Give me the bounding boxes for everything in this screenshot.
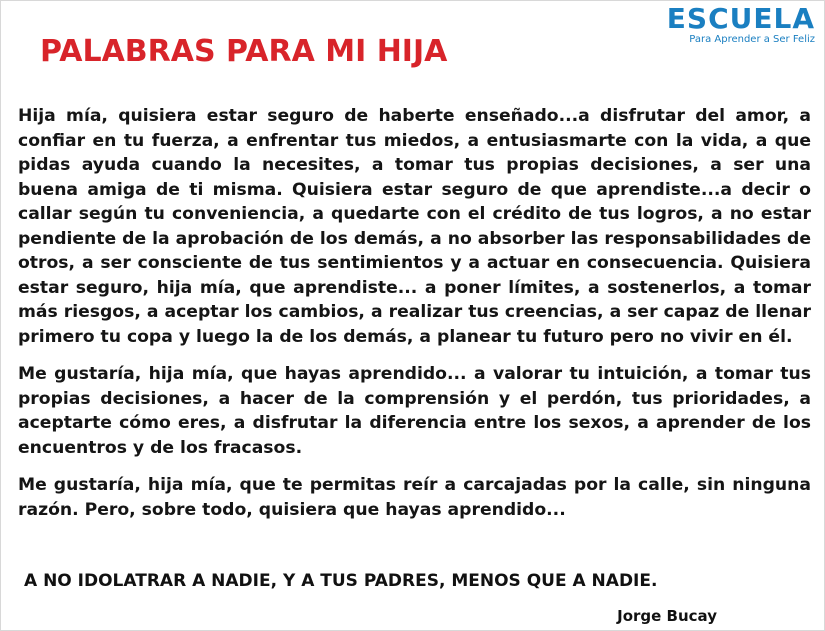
- logo-tagline: Para Aprender a Ser Feliz: [689, 34, 815, 45]
- body-text: [18, 104, 811, 535]
- escuela-logo: [667, 4, 815, 45]
- author-signature: Jorge Bucay: [617, 607, 717, 625]
- paragraph-1: Hija mía, quisiera estar seguro de haberte enseñado...a disfrutar del amor, a confiar en tu fuerza, a enfrentar tus miedos, a entusiasmarte con la vida, a que pidas ayuda cuando la necesites, a tomar tus propias decisiones, a ser una buena amiga de ti misma. Quisiera estar seguro de que aprendiste...a decir o callar según tu conveniencia, a quedarte con el crédito de tus logros, a no estar pendiente de la aprobación de los demás, a no absorber las responsabilidades de otros, a ser consciente de tus sentimientos y a actuar en consecuencia. Quisiera estar seguro, hija mía, que aprendiste... a poner límites, a sostenerlos, a tomar más riesgos, a aceptar los cambios, a realizar tus creencias, a ser capaz de llenar primero tu copa y luego la de los demás, a planear tu futuro pero no vivir en él.: [18, 106, 811, 347]
- paragraph-3: Me gustaría, hija mía, que te permitas reír a carcajadas por la calle, sin ninguna razón. Pero, sobre todo, quisiera que hayas aprendido...: [18, 475, 811, 520]
- closing-line: A NO IDOLATRAR A NADIE, Y A TUS PADRES, MENOS QUE A NADIE.: [24, 571, 658, 591]
- logo-wordmark: ESCUELA: [666, 2, 815, 35]
- paragraph-2: Me gustaría, hija mía, que hayas aprendido... a valorar tu intuición, a tomar tus propias decisiones, a hacer de la comprensión y el perdón, tus prioridades, a aceptarte cómo eres, a disfrutar la diferencia entre los sexos, a aprender de los encuentros y de los fracasos.: [18, 364, 811, 458]
- page-title: PALABRAS PARA MI HIJA: [40, 34, 448, 69]
